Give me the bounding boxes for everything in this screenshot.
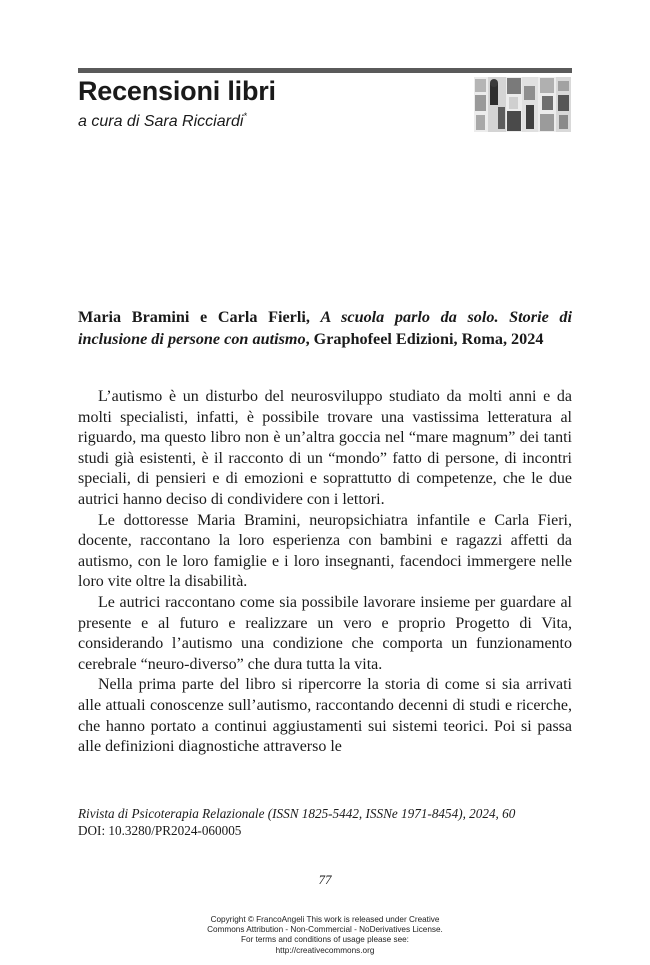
- book-reference: [78, 307, 572, 350]
- body-paragraph: Le autrici raccontano come sia possibile lavorare insieme per guardare al presente e al futuro e realizzare un vero e proprio Progetto di Vita, considerando l’autismo una condizione che comporta un funzionamento cerebrale “neuro-diverso” che dura tutta la vita.: [78, 593, 572, 673]
- editor-credit-text: a cura di Sara Ricciardi: [78, 113, 244, 130]
- page-number: 77: [318, 872, 332, 887]
- book-publication: , Graphofeel Edizioni, Roma, 2024: [305, 329, 544, 348]
- editor-footnote-mark: *: [243, 111, 247, 121]
- editor-credit: [78, 111, 247, 131]
- review-body: [78, 387, 572, 758]
- license-line: Commons Attribution - Non-Commercial - NoDerivatives License.: [207, 925, 443, 935]
- header-rule: [78, 68, 572, 73]
- doi-reference: DOI: 10.3280/PR2024-060005: [78, 822, 242, 838]
- body-paragraph: Le dottoresse Maria Bramini, neuropsichiatra infantile e Carla Fieri, docente, raccontano la loro esperienza con bambini e ragazzi affetti da autismo, con le loro famiglie e i loro insegnanti, facendoci immergere nelle loro vite oltre la disabilità.: [78, 511, 572, 591]
- journal-citation: [78, 806, 572, 839]
- book-authors: Maria Bramini e Carla Fierli,: [78, 308, 310, 326]
- license-url: http://creativecommons.org: [275, 945, 375, 955]
- journal-reference: Rivista di Psicoterapia Relazionale (ISSN 1825-5442, ISSNe 1971-8454), 2024, 60: [78, 806, 516, 821]
- license-line: For terms and conditions of usage please see:: [241, 935, 409, 945]
- license-line: Copyright © FrancoAngeli This work is released under Creative: [210, 915, 440, 924]
- license-notice: [0, 915, 650, 956]
- book-title: A scuola parlo da solo. Storie di inclusione di persone con autismo: [78, 308, 572, 348]
- section-title: Recensioni libri: [78, 76, 276, 106]
- body-paragraph: Nella prima parte del libro si ripercorre la storia di come si sia arrivati alle attuali conoscenze sull’autismo, raccontando decenni di studi e ricerche, che hanno portato a continui aggiustamenti sui sistemi teorici. Poi si passa alle definizioni diagnostiche attraverso le: [78, 676, 572, 756]
- header-collage-image: [474, 77, 571, 132]
- body-paragraph: L’autismo è un disturbo del neurosviluppo studiato da molti anni e da molti specialisti, infatti, è possibile trovare una vastissima letteratura al riguardo, ma questo libro non è un’altra goccia nel “mare magnum” dei tanti studi già esistenti, è il racconto di un “mondo” fatto di persone, di incontri speciali, di pensieri e di emozioni e soprattutto di competenze, che le due autrici hanno deciso di condividere con i lettori.: [78, 388, 572, 508]
